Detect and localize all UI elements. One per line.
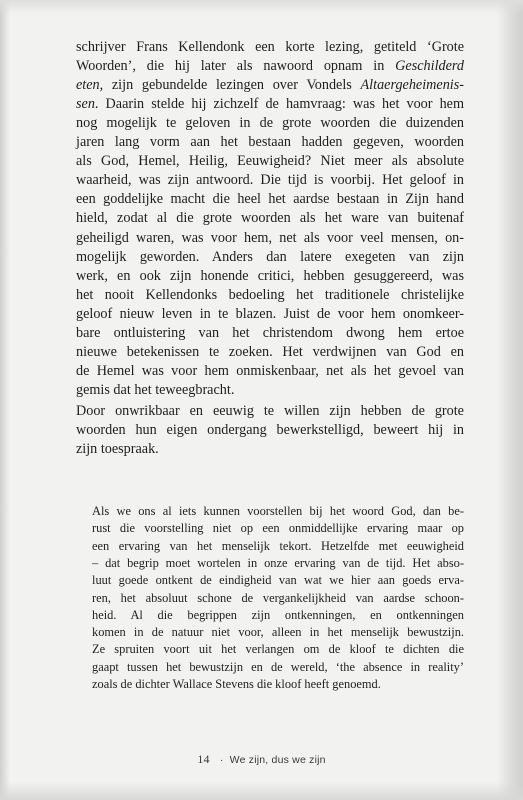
body-segment: mogelijk geworden. Anders dan latere exegeten van zijn <box>76 248 464 265</box>
body-segment: geloof nieuw leven in te blazen. Juist de voor hem onomkeer- <box>76 305 464 322</box>
body-line <box>76 305 464 324</box>
page-bottom-shadow <box>0 782 523 800</box>
body-segment: jaren lang vorm aan het bestaan hadden gegeven, woorden <box>76 134 464 151</box>
body-line <box>76 248 464 267</box>
quote-line: Als we ons al iets kunnen voorstellen bij het woord God, dan be- <box>92 504 464 518</box>
body-line <box>76 171 464 190</box>
body-line <box>76 402 464 421</box>
body-line <box>76 190 464 209</box>
quote-line: een ervaring van het menselijk tekort. Hetzelfde met eeuwigheid <box>92 538 464 553</box>
page-top-shadow <box>0 0 523 14</box>
body-segment: eten <box>76 77 100 94</box>
body-line <box>76 362 464 381</box>
body-line <box>76 209 464 228</box>
body-segment: Door onwrikbaar en eeuwig te willen zijn hebben de grote <box>76 402 464 419</box>
page-footer <box>0 752 523 767</box>
body-segment: Altaergeheimenis- <box>360 77 464 94</box>
body-line <box>76 381 464 400</box>
quote-line: luut goede ontkent de eindigheid van wat we hier aan goeds erva- <box>92 573 464 588</box>
body-segment: gemis dat het teweegbracht. <box>76 381 235 398</box>
body-segment: woorden hun eigen ondergang bewerkstelligd, beweert hij in <box>76 422 464 438</box>
quote-line: – dat begrip moet wortelen in onze ervaring van de tijd. Het abso- <box>92 555 464 570</box>
quote-line: Ze spruiten voort uit het verlangen om de kloof te dichten die <box>92 642 464 657</box>
quote-line: gaapt tussen het bewustzijn en de wereld, ‘the absence in reality’ <box>92 659 464 674</box>
body-segment: Geschilderd <box>395 58 464 75</box>
body-line <box>76 133 464 152</box>
body-segment: als God, Hemel, Heilig, Eeuwigheid? Niet meer als absolute <box>76 153 464 170</box>
body-segment: Woorden’, die hij later als nawoord opnam in <box>76 58 396 75</box>
page-number: 14 <box>197 752 210 766</box>
body-segment: geheiligd waren, was voor hem, net als voor veel mensen, on- <box>76 229 464 246</box>
body-segment: schrijver Frans Kellendonk een korte lezing, getiteld ‘Grote <box>76 39 464 55</box>
body-line <box>76 324 464 343</box>
body-segment: de Hemel was voor hem onmiskenbaar, net als het gevoel van <box>76 362 464 379</box>
page-gutter-shadow <box>0 0 10 800</box>
quote-line: rust die voorstelling niet op een onmiddellijke ervaring maar op <box>92 521 464 536</box>
body-segment: hield, zodat al die grote woorden als het ware van buitenaf <box>76 210 464 227</box>
page-edge-shadow <box>497 0 523 800</box>
body-line <box>76 286 464 305</box>
body-segment: zijn toespraak. <box>76 441 159 458</box>
quote-line: ren, het absoluut schone de vergankelijkheid van aardse schoon- <box>92 590 464 605</box>
quote-line: zoals de dichter Wallace Stevens die kloof heeft genoemd. <box>92 677 381 691</box>
body-segment: bare ontluistering van het christendom dwong hem ertoe <box>76 324 464 341</box>
body-segment: , zijn gebundelde lezingen over Vondels <box>99 77 361 94</box>
footer-separator: · <box>219 754 224 766</box>
body-line <box>76 114 464 133</box>
body-line <box>76 152 464 171</box>
body-line <box>76 421 464 440</box>
body-segment: werk, en ook zijn honende critici, hebben gesuggereerd, was <box>76 267 464 284</box>
body-segment: nieuwe betekenissen te zoeken. Het verdwijnen van God en <box>76 343 464 360</box>
body-segment: sen <box>76 96 95 113</box>
body-line <box>76 267 464 286</box>
body-segment: het nooit Kellendonks bedoeling het traditionele christelijke <box>76 286 464 303</box>
body-line <box>76 440 464 459</box>
body-line <box>76 343 464 362</box>
body-segment: waarheid, was zijn antwoord. Die tijd is voorbij. Het geloof in <box>76 172 464 189</box>
body-segment: nog mogelijk te geloven in de grote woorden die duizenden <box>76 115 464 132</box>
running-title: We zijn, dus we zijn <box>229 754 326 766</box>
body-line <box>76 38 464 57</box>
quote-line: heid. Al die begrippen zijn ontkenningen, en ontkenningen <box>92 607 464 622</box>
body-segment: . Daarin stelde hij zichzelf de hamvraag: was het voor hem <box>94 96 464 113</box>
body-line <box>76 229 464 248</box>
body-segment: een goddelijke macht die heel het aardse bestaan in Zijn hand <box>76 191 464 208</box>
quote-line: komen in de natuur niet voor, alleen in het menselijk bewustzijn. <box>92 625 464 640</box>
body-line <box>76 57 464 76</box>
body-line <box>76 95 464 114</box>
body-line <box>76 76 464 95</box>
